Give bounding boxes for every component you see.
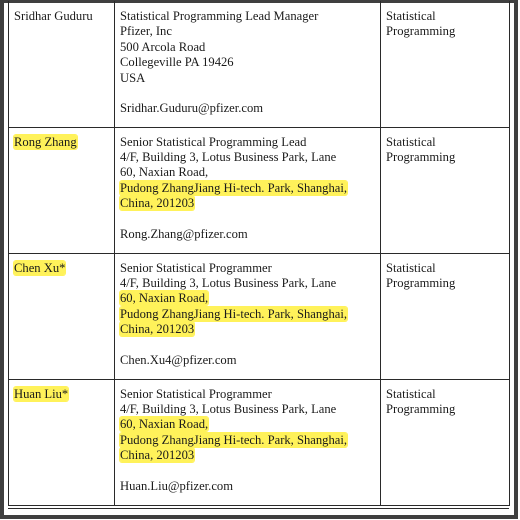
address-text: Pudong ZhangJiang Hi-tech. Park, Shanghai, xyxy=(120,432,348,447)
department-text: Programming xyxy=(386,24,456,39)
department-text: Programming xyxy=(386,401,456,416)
address-text: 4/F, Building 3, Lotus Business Park, Lane xyxy=(120,275,337,290)
address-line xyxy=(120,71,375,86)
department-text: Statistical xyxy=(386,386,436,401)
person-name: Huan Liu* xyxy=(14,386,69,401)
address-text: China, 201203 xyxy=(120,448,195,463)
email-address[interactable]: Chen.Xu4@pfizer.com xyxy=(120,352,237,367)
job-title: Senior Statistical Programming Lead xyxy=(120,134,307,149)
address-text: China, 201203 xyxy=(120,322,195,337)
department-cell xyxy=(381,253,510,379)
address-text: Pudong ZhangJiang Hi-tech. Park, Shanghai, xyxy=(120,180,348,195)
address-line xyxy=(120,150,375,165)
department-cell xyxy=(381,127,510,253)
table-row xyxy=(9,1,510,127)
address-line xyxy=(120,307,375,322)
department-text: Programming xyxy=(386,275,456,290)
name-cell xyxy=(9,379,115,505)
spacer xyxy=(120,338,375,353)
address-text: Pudong ZhangJiang Hi-tech. Park, Shanghai, xyxy=(120,306,348,321)
address-line xyxy=(120,181,375,196)
email-address[interactable]: Rong.Zhang@pfizer.com xyxy=(120,226,248,241)
name-cell xyxy=(9,1,115,127)
department-text: Programming xyxy=(386,149,456,164)
address-text: 60, Naxian Road, xyxy=(120,291,209,306)
job-title: Senior Statistical Programmer xyxy=(120,386,272,401)
email-address[interactable]: Sridhar.Guduru@pfizer.com xyxy=(120,101,264,116)
person-name: Sridhar Guduru xyxy=(14,9,93,23)
address-text: 500 Arcola Road xyxy=(120,39,206,54)
table-row xyxy=(9,379,510,505)
email-address[interactable]: Huan.Liu@pfizer.com xyxy=(120,478,234,493)
job-title: Senior Statistical Programmer xyxy=(120,260,272,275)
department-cell xyxy=(381,379,510,505)
table-row xyxy=(9,253,510,379)
department-text: Statistical xyxy=(386,9,436,23)
address-text: 4/F, Building 3, Lotus Business Park, Lane xyxy=(120,149,337,164)
contacts-table-body xyxy=(9,1,510,505)
address-line xyxy=(120,433,375,448)
spacer xyxy=(120,86,375,101)
address-text: China, 201203 xyxy=(120,196,195,211)
department-text: Statistical xyxy=(386,134,436,149)
address-line xyxy=(120,417,375,432)
address-text: 60, Naxian Road, xyxy=(120,417,209,432)
address-line xyxy=(120,24,375,39)
person-name: Chen Xu* xyxy=(14,260,66,275)
address-text: 4/F, Building 3, Lotus Business Park, Lane xyxy=(120,401,337,416)
spacer xyxy=(120,464,375,479)
address-line xyxy=(120,402,375,417)
address-line xyxy=(120,448,375,463)
address-text: Pfizer, Inc xyxy=(120,24,172,39)
contact-details-cell xyxy=(115,253,381,379)
address-line xyxy=(120,196,375,211)
address-text: 60, Naxian Road, xyxy=(120,165,209,180)
address-line xyxy=(120,322,375,337)
department-cell xyxy=(381,1,510,127)
table-bottom-rule xyxy=(8,508,509,509)
name-cell xyxy=(9,253,115,379)
contact-details-cell xyxy=(115,1,381,127)
address-line xyxy=(120,55,375,70)
address-line xyxy=(120,291,375,306)
contact-details-cell xyxy=(115,127,381,253)
address-text: Collegeville PA 19426 xyxy=(120,55,234,70)
address-text: USA xyxy=(120,70,146,85)
person-name: Rong Zhang xyxy=(14,134,77,149)
address-line xyxy=(120,40,375,55)
address-line xyxy=(120,165,375,180)
table-row xyxy=(9,127,510,253)
department-text: Statistical xyxy=(386,260,436,275)
spacer xyxy=(120,212,375,227)
contact-details-cell xyxy=(115,379,381,505)
job-title: Statistical Programming Lead Manager xyxy=(120,9,319,23)
name-cell xyxy=(9,127,115,253)
address-line xyxy=(120,276,375,291)
contacts-table xyxy=(8,1,510,506)
